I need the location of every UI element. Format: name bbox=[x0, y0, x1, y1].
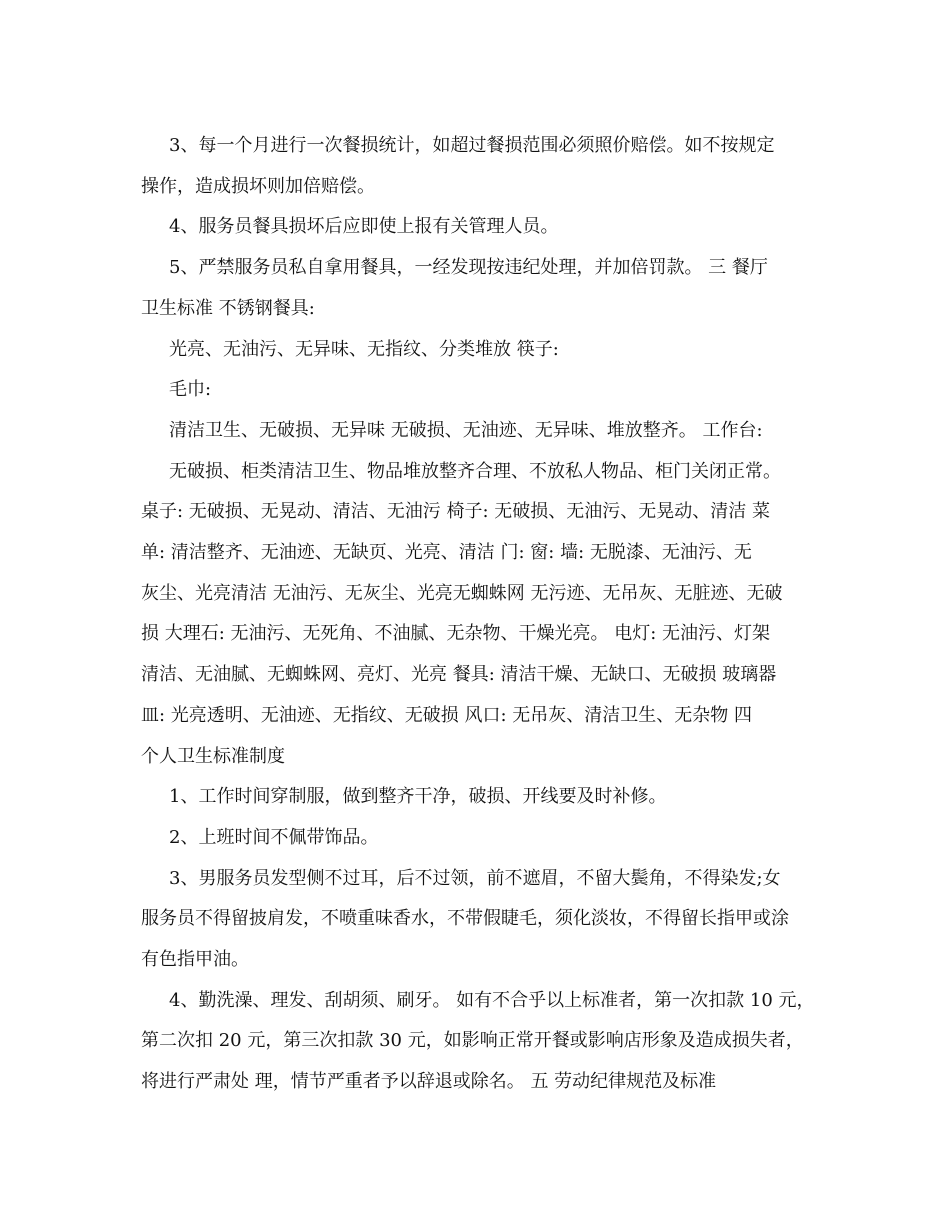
text-line: 服务员不得留披肩发，不喷重味香水，不带假睫毛，须化淡妆，不得留长指甲或涂 bbox=[141, 908, 789, 930]
document-body bbox=[141, 126, 813, 1103]
text-line: 个人卫生标准制度 bbox=[141, 745, 285, 767]
text-line: 清洁卫生、无破损、无异味 无破损、无油迹、无异味、堆放整齐。 工作台: bbox=[169, 419, 763, 441]
paragraph-workstation-standard bbox=[141, 452, 813, 778]
text-line: 毛巾: bbox=[169, 379, 212, 401]
text-line: 3、每一个月进行一次餐损统计，如超过餐损范围必须照价赔偿。如不按规定 bbox=[169, 135, 775, 156]
text-line: 桌子: 无破损、无晃动、清洁、无油污 椅子: 无破损、无油污、无晃动、清洁 菜 bbox=[141, 501, 771, 523]
text-line: 有色指甲油。 bbox=[141, 949, 249, 971]
text-line: 2、上班时间不佩带饰品。 bbox=[169, 826, 379, 848]
paragraph-report-damage bbox=[141, 207, 813, 248]
paragraph-grooming-rule bbox=[141, 859, 813, 981]
text-line: 清洁、无油腻、无蜘蛛网、亮灯、光亮 餐具: 清洁干燥、无缺口、无破损 玻璃器 bbox=[141, 664, 777, 686]
text-line: 单: 清洁整齐、无油迹、无缺页、光亮、清洁 门: 窗: 墙: 无脱漆、无油污、无 bbox=[141, 542, 752, 564]
paragraph-towel-standard bbox=[141, 411, 813, 452]
text-line: 4、服务员餐具损坏后应即使上报有关管理人员。 bbox=[169, 216, 559, 238]
paragraph-towel-heading bbox=[141, 370, 813, 411]
text-line: 损 大理石: 无油污、无死角、不油腻、无杂物、干燥光亮。 电灯: 无油污、灯架 bbox=[141, 623, 771, 645]
text-line: 无破损、柜类清洁卫生、物品堆放整齐合理、不放私人物品、柜门关闭正常。 bbox=[169, 460, 781, 482]
text-line: 卫生标准 不锈钢餐具: bbox=[141, 297, 315, 319]
text-line: 操作，造成损坏则加倍赔偿。 bbox=[141, 175, 375, 197]
paragraph-hygiene-penalty bbox=[141, 981, 813, 1103]
text-line: 光亮、无油污、无异味、无指纹、分类堆放 筷子: bbox=[169, 338, 559, 360]
paragraph-tableware-damage-stats bbox=[141, 126, 813, 207]
paragraph-steel-tableware-standard bbox=[141, 330, 813, 371]
text-line: 5、严禁服务员私自拿用餐具，一经发现按违纪处理，并加倍罚款。 三 餐厅 bbox=[169, 257, 768, 279]
text-line: 灰尘、光亮清洁 无油污、无灰尘、光亮无蜘蛛网 无污迹、无吊灰、无脏迹、无破 bbox=[141, 582, 783, 604]
paragraph-no-private-use bbox=[141, 248, 813, 329]
text-line: 4、勤洗澡、理发、刮胡须、刷牙。 如有不合乎以上标准者，第一次扣款 10 元， bbox=[169, 989, 815, 1011]
text-line: 将进行严肃处 理，情节严重者予以辞退或除名。 五 劳动纪律规范及标准 bbox=[141, 1071, 717, 1093]
paragraph-uniform-rule bbox=[141, 777, 813, 818]
paragraph-no-accessories bbox=[141, 818, 813, 859]
text-line: 皿: 光亮透明、无油迹、无指纹、无破损 风口: 无吊灰、清洁卫生、无杂物 四 bbox=[141, 704, 753, 726]
text-line: 3、男服务员发型侧不过耳，后不过领，前不遮眉，不留大鬓角，不得染发;女 bbox=[169, 867, 781, 889]
text-line: 1、工作时间穿制服，做到整齐干净，破损、开线要及时补修。 bbox=[169, 786, 667, 808]
text-line: 第二次扣 20 元，第三次扣款 30 元，如影响正常开餐或影响店形象及造成损失者， bbox=[141, 1030, 804, 1052]
